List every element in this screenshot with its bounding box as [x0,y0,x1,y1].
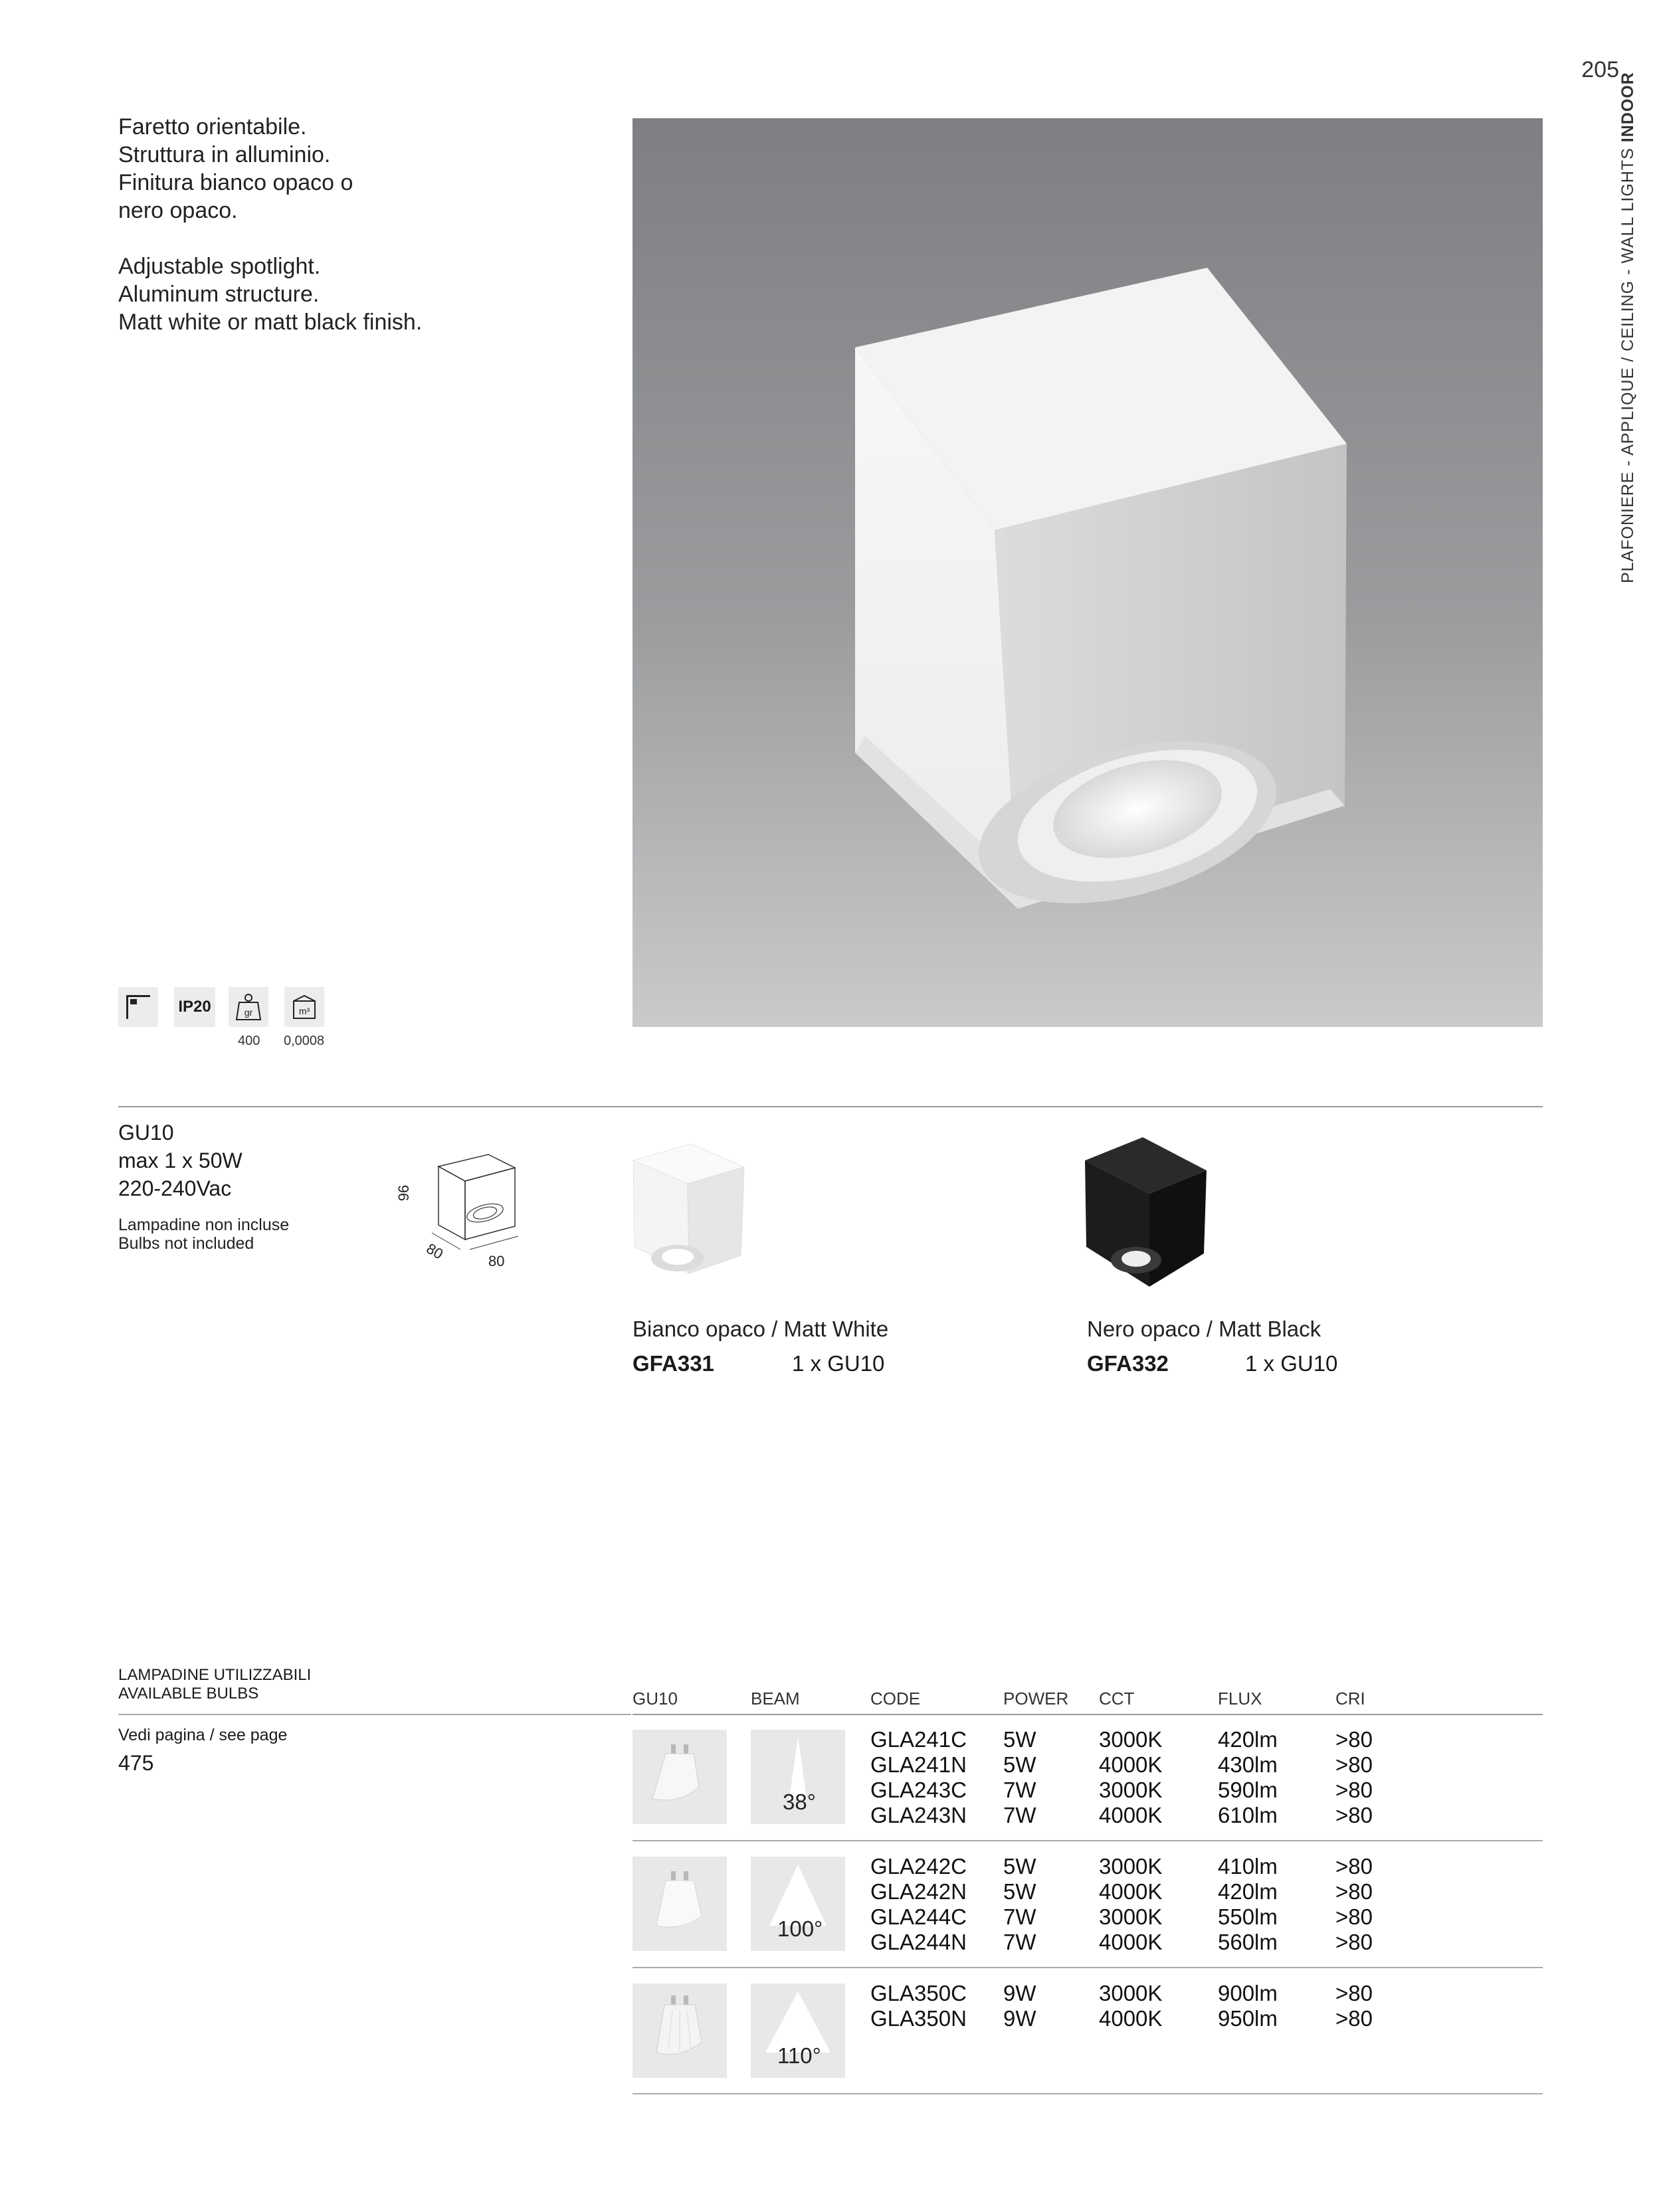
category-bold: INDOOR [1618,72,1637,143]
bulb-group-1-flux [1218,1727,1278,1828]
bulb-cri: >80 [1335,1981,1373,2005]
weight-icon-glyph [234,992,263,1022]
bulb-flux: 950lm [1218,2006,1278,2031]
product-hero-image [633,118,1543,1027]
bulb-flux: 550lm [1218,1904,1278,1929]
white-spotlight-thumbnail [628,1137,747,1277]
bulb-code: GLA244C [870,1904,967,1929]
bulb-group-3-codes [870,1981,967,2031]
bulb-group-2-codes [870,1854,967,1955]
bulb-code: GLA350C [870,1981,967,2005]
bulb-flux: 410lm [1218,1854,1278,1879]
description-english [118,252,422,336]
bulb-power: 7W [1003,1778,1036,1802]
gu10-bulb-icon [633,1857,727,1951]
bulb-power: 5W [1003,1727,1036,1752]
bulb-group-1-power [1003,1727,1036,1828]
bulb-cct: 3000K [1099,1981,1163,2005]
dim-width: 80 [488,1253,505,1269]
bulb-flux: 420lm [1218,1879,1278,1904]
bulb-group-2-cri [1335,1854,1373,1955]
bulb-group-2-flux [1218,1854,1278,1955]
bulb-cri: >80 [1335,1727,1373,1752]
bulb-thumbnail [633,1857,727,1951]
bulb-code: GLA243C [870,1778,967,1802]
ceiling-mount-icon-glyph [124,992,153,1022]
dim-height: 96 [395,1184,412,1202]
bulb-flux: 590lm [1218,1778,1278,1802]
spec-socket: GU10 [118,1121,174,1145]
group-divider [633,1967,1543,1968]
ceiling-mount-icon [118,987,158,1027]
bulb-cri: >80 [1335,1904,1373,1929]
bulb-cri: >80 [1335,1778,1373,1802]
bulb-group-1-cct [1099,1727,1162,1828]
variant-black-finish: Nero opaco / Matt Black [1087,1317,1321,1341]
see-page-link[interactable]: 475 [118,1751,154,1775]
volume-icon-glyph [290,992,319,1022]
table-header-divider [633,1714,1543,1715]
variant-black-qty: 1 x GU10 [1245,1351,1338,1376]
bulb-cri: >80 [1335,1752,1373,1777]
variant-black-image [1083,1137,1209,1290]
bulb-power: 7W [1003,1904,1036,1929]
beam-angle: 100° [777,1916,823,1941]
bulb-power: 5W [1003,1854,1036,1879]
ceiling-spotlight-illustration [633,118,1543,1027]
bulb-code: GLA242N [870,1879,967,1904]
bulb-cct: 4000K [1099,2006,1163,2031]
bulb-cct: 3000K [1099,1727,1163,1752]
bulb-code: GLA244N [870,1930,967,1954]
bulb-group-1-cri [1335,1727,1373,1828]
volume-icon [284,987,324,1027]
bulb-code: GLA243N [870,1803,967,1827]
bulb-thumbnail [633,1983,727,2078]
bulb-cct: 3000K [1099,1904,1163,1929]
category-sidebar-label [1614,72,1641,583]
bulb-cct: 4000K [1099,1803,1163,1827]
page-number: 205 [1581,57,1619,82]
beam-angle: 38° [783,1790,816,1814]
variant-white-finish: Bianco opaco / Matt White [633,1317,889,1341]
weight-icon [229,987,268,1027]
bulb-power: 7W [1003,1803,1036,1827]
variant-white-qty: 1 x GU10 [792,1351,885,1376]
bulb-power: 9W [1003,2006,1036,2031]
variant-black-code: GFA332 [1087,1351,1169,1376]
desc-line: Finitura bianco opaco o [118,170,353,195]
header-beam: BEAM [751,1689,800,1708]
bulb-flux: 610lm [1218,1803,1278,1827]
spec-voltage: 220-240Vac [118,1176,232,1200]
bulb-code: GLA350N [870,2006,967,2031]
header-code: CODE [870,1689,921,1708]
bulb-power: 5W [1003,1879,1036,1904]
header-cri: CRI [1335,1689,1365,1708]
volume-unit: m³ [298,1006,310,1016]
see-page-label: Vedi pagina / see page [118,1726,288,1744]
bulb-cri: >80 [1335,1879,1373,1904]
bulbs-note-en: Bulbs not included [118,1234,254,1253]
bulb-group-3-cct [1099,1981,1162,2031]
bulb-flux: 420lm [1218,1727,1278,1752]
desc-line: Matt white or matt black finish. [118,310,423,335]
dim-depth: 80 [423,1240,446,1263]
bulb-thumbnail [633,1730,727,1824]
bulbs-title-it: LAMPADINE UTILIZZABILI [118,1666,312,1684]
bulbs-section-title [118,1666,311,1703]
variant-white-image [628,1137,747,1277]
bulb-flux: 430lm [1218,1752,1278,1777]
dimension-drawing-svg [395,1140,528,1273]
bulb-cct: 4000K [1099,1752,1163,1777]
weight-value: 400 [238,1034,260,1048]
volume-value: 0,0008 [284,1034,325,1048]
desc-line: Adjustable spotlight. [118,254,321,279]
bulb-code: GLA241N [870,1752,967,1777]
bulb-cct: 3000K [1099,1854,1163,1879]
bulb-power: 5W [1003,1752,1036,1777]
bulb-group-2-power [1003,1854,1036,1955]
bulbs-title-en: AVAILABLE BULBS [118,1685,259,1703]
weight-unit: gr [244,1007,253,1018]
bulbs-note-it: Lampadine non incluse [118,1216,290,1234]
header-cct: CCT [1099,1689,1135,1708]
header-gu10: GU10 [633,1689,678,1708]
desc-line: nero opaco. [118,198,238,223]
bulb-cct: 4000K [1099,1879,1163,1904]
desc-line: Faretto orientabile. [118,114,307,139]
black-spotlight-thumbnail [1083,1137,1209,1290]
bulbs-note [118,1216,289,1253]
desc-line: Aluminum structure. [118,282,320,307]
bulb-flux: 560lm [1218,1930,1278,1954]
table-bottom-divider [633,2093,1543,2094]
bulb-group-2-cct [1099,1854,1162,1955]
desc-line: Struttura in alluminio. [118,142,331,167]
bulb-code: GLA242C [870,1854,967,1879]
bulb-power: 7W [1003,1930,1036,1954]
bulb-cct: 3000K [1099,1778,1163,1802]
bulb-cri: >80 [1335,1803,1373,1827]
bulb-group-3-cri [1335,1981,1373,2031]
bulb-group-3-power [1003,1981,1036,2031]
bulb-flux: 900lm [1218,1981,1278,2005]
bulbs-left-divider [118,1714,631,1715]
electrical-specs [118,1119,243,1202]
bulb-group-3-flux [1218,1981,1278,2031]
beam-angle: 110° [777,2043,821,2068]
bulb-group-1-codes [870,1727,967,1828]
variant-white-code: GFA331 [633,1351,714,1376]
bulb-cri: >80 [1335,1930,1373,1954]
bulb-cct: 4000K [1099,1930,1163,1954]
description-italian [118,113,353,225]
bulb-power: 9W [1003,1981,1036,2005]
dimension-drawing [395,1140,528,1273]
gu10-bulb-icon [633,1730,727,1824]
group-divider [633,1840,1543,1841]
category-text: PLAFONIERE - APPLIQUE / CEILING - WALL LIGHTS [1618,147,1637,583]
header-power: POWER [1003,1689,1069,1708]
header-flux: FLUX [1218,1689,1262,1708]
section-divider [118,1106,1543,1107]
gu10-bulb-icon [633,1983,727,2078]
ip-rating-badge: IP20 [174,987,215,1027]
spec-max-power: max 1 x 50W [118,1149,243,1172]
bulb-code: GLA241C [870,1727,967,1752]
bulb-cri: >80 [1335,1854,1373,1879]
bulb-cri: >80 [1335,2006,1373,2031]
